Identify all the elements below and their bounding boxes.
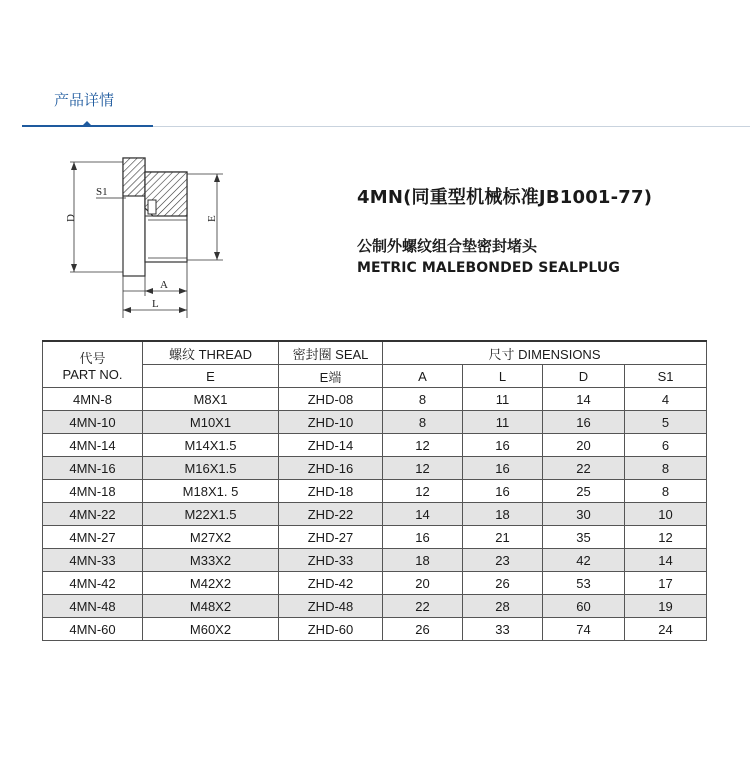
table-row — [43, 549, 707, 572]
product-name-cn: 公制外螺纹组合垫密封堵头 — [357, 237, 538, 255]
tab-caret-icon — [83, 121, 91, 125]
plug-head-section — [123, 158, 145, 196]
cell-a: 12 — [383, 457, 463, 480]
cell-a: 14 — [383, 503, 463, 526]
product-name-en: METRIC MALEBONDED SEALPLUG — [357, 260, 620, 276]
tab-product-details[interactable]: 产品详情 — [54, 91, 115, 109]
cell-d: 20 — [543, 434, 625, 457]
header-part-en: PART NO. — [62, 366, 123, 382]
cell-a: 20 — [383, 572, 463, 595]
cell-part-no: 4MN-8 — [43, 388, 143, 411]
cell-thread: M14X1.5 — [143, 434, 279, 457]
cell-d: 53 — [543, 572, 625, 595]
a-label: A — [160, 279, 168, 291]
header-seal: 密封圈 SEAL — [279, 341, 383, 365]
cell-s1: 8 — [625, 480, 707, 503]
cell-s1: 19 — [625, 595, 707, 618]
s1-label: S1 — [96, 186, 108, 198]
cell-part-no: 4MN-18 — [43, 480, 143, 503]
cell-seal: ZHD-16 — [279, 457, 383, 480]
cell-part-no: 4MN-60 — [43, 618, 143, 641]
cell-l: 16 — [463, 480, 543, 503]
table-row — [43, 434, 707, 457]
cell-seal: ZHD-14 — [279, 434, 383, 457]
cell-a: 12 — [383, 434, 463, 457]
cell-seal: ZHD-60 — [279, 618, 383, 641]
cell-s1: 8 — [625, 457, 707, 480]
cell-a: 8 — [383, 411, 463, 434]
table-row — [43, 411, 707, 434]
cell-l: 26 — [463, 572, 543, 595]
cell-seal: ZHD-08 — [279, 388, 383, 411]
header-seal-e: E端 — [279, 365, 383, 388]
cell-part-no: 4MN-22 — [43, 503, 143, 526]
cell-part-no: 4MN-14 — [43, 434, 143, 457]
cell-thread: M22X1.5 — [143, 503, 279, 526]
cell-a: 26 — [383, 618, 463, 641]
cell-seal: ZHD-33 — [279, 549, 383, 572]
cell-s1: 4 — [625, 388, 707, 411]
cell-part-no: 4MN-48 — [43, 595, 143, 618]
table-row — [43, 618, 707, 641]
cell-thread: M18X1. 5 — [143, 480, 279, 503]
cell-a: 22 — [383, 595, 463, 618]
cell-seal: ZHD-10 — [279, 411, 383, 434]
cell-l: 18 — [463, 503, 543, 526]
table-row — [43, 388, 707, 411]
cell-l: 16 — [463, 457, 543, 480]
cell-thread: M60X2 — [143, 618, 279, 641]
cell-thread: M16X1.5 — [143, 457, 279, 480]
cell-l: 33 — [463, 618, 543, 641]
cell-d: 35 — [543, 526, 625, 549]
cell-d: 14 — [543, 388, 625, 411]
product-title: 4MN(同重型机械标准JB1001-77) — [357, 187, 653, 208]
table-row — [43, 526, 707, 549]
cell-l: 11 — [463, 411, 543, 434]
header-a: A — [383, 365, 463, 388]
cell-thread: M10X1 — [143, 411, 279, 434]
cell-d: 42 — [543, 549, 625, 572]
cell-s1: 24 — [625, 618, 707, 641]
cell-d: 30 — [543, 503, 625, 526]
cell-seal: ZHD-42 — [279, 572, 383, 595]
cell-s1: 6 — [625, 434, 707, 457]
cell-s1: 10 — [625, 503, 707, 526]
cell-d: 22 — [543, 457, 625, 480]
header-thread-e: E — [143, 365, 279, 388]
cell-seal: ZHD-18 — [279, 480, 383, 503]
table-row — [43, 595, 707, 618]
cell-s1: 14 — [625, 549, 707, 572]
cell-thread: M33X2 — [143, 549, 279, 572]
technical-drawing — [60, 150, 260, 322]
cell-d: 74 — [543, 618, 625, 641]
header-part-cn: 代号 — [79, 350, 106, 366]
spec-table — [42, 340, 707, 641]
cell-a: 12 — [383, 480, 463, 503]
cell-s1: 17 — [625, 572, 707, 595]
cell-seal: ZHD-48 — [279, 595, 383, 618]
cell-l: 23 — [463, 549, 543, 572]
d-label: D — [65, 214, 77, 222]
cell-part-no: 4MN-42 — [43, 572, 143, 595]
cell-d: 60 — [543, 595, 625, 618]
cell-thread: M42X2 — [143, 572, 279, 595]
cell-thread: M48X2 — [143, 595, 279, 618]
cell-s1: 12 — [625, 526, 707, 549]
cell-d: 16 — [543, 411, 625, 434]
table-row — [43, 572, 707, 595]
header-s1: S1 — [625, 365, 707, 388]
cell-part-no: 4MN-33 — [43, 549, 143, 572]
cell-s1: 5 — [625, 411, 707, 434]
cell-a: 8 — [383, 388, 463, 411]
header-part-no — [43, 341, 143, 388]
cell-a: 18 — [383, 549, 463, 572]
cell-part-no: 4MN-10 — [43, 411, 143, 434]
cell-part-no: 4MN-27 — [43, 526, 143, 549]
cell-l: 28 — [463, 595, 543, 618]
tab-active-indicator — [22, 125, 153, 127]
cell-l: 21 — [463, 526, 543, 549]
table-row — [43, 480, 707, 503]
cell-thread: M27X2 — [143, 526, 279, 549]
cell-l: 11 — [463, 388, 543, 411]
cell-seal: ZHD-22 — [279, 503, 383, 526]
header-dimensions: 尺寸 DIMENSIONS — [383, 341, 707, 365]
cell-a: 16 — [383, 526, 463, 549]
header-l: L — [463, 365, 543, 388]
cell-part-no: 4MN-16 — [43, 457, 143, 480]
e-label: E — [206, 215, 218, 222]
table-row — [43, 503, 707, 526]
seal-ring — [148, 200, 156, 214]
cell-l: 16 — [463, 434, 543, 457]
l-label: L — [152, 298, 159, 310]
table-row — [43, 457, 707, 480]
cell-d: 25 — [543, 480, 625, 503]
header-d: D — [543, 365, 625, 388]
cell-thread: M8X1 — [143, 388, 279, 411]
cell-seal: ZHD-27 — [279, 526, 383, 549]
header-thread: 螺纹 THREAD — [143, 341, 279, 365]
